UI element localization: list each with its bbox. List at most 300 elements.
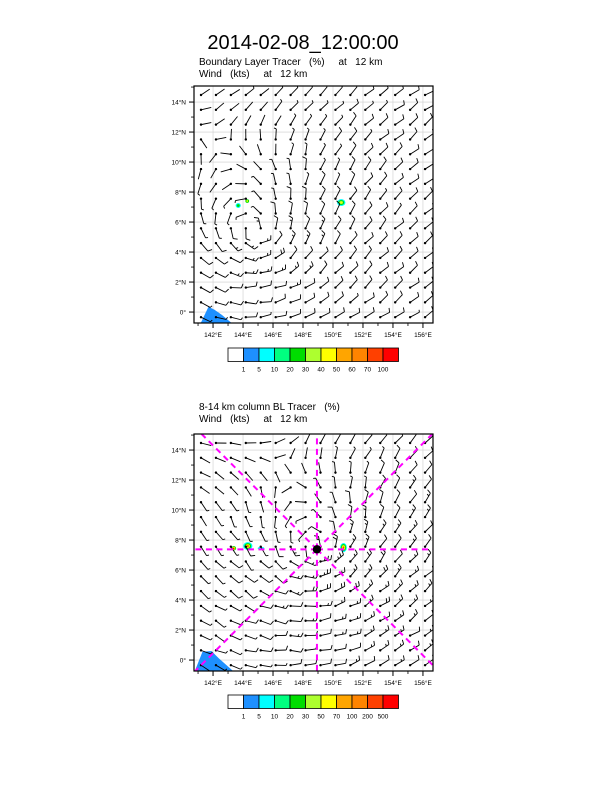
barb-tick-full	[331, 555, 332, 559]
wind-barb	[424, 610, 433, 622]
barb-staff	[261, 254, 271, 257]
wind-barb	[271, 188, 277, 200]
barb-staff	[216, 591, 224, 597]
barb-staff	[350, 280, 357, 288]
wind-barb	[319, 143, 325, 155]
wind-barb	[349, 201, 355, 215]
barb-staff	[201, 273, 210, 278]
barb-staff	[365, 297, 374, 302]
barb-tick-full	[313, 587, 314, 591]
barb-tick-full	[357, 99, 359, 103]
colorbar	[228, 695, 399, 721]
barb-staff	[216, 576, 223, 584]
wind-barb	[302, 463, 307, 474]
wind-barb	[409, 144, 419, 155]
wind-barb	[235, 197, 247, 202]
barb-tick-half	[237, 510, 239, 511]
wind-barb	[349, 171, 355, 185]
barb-tick-full	[388, 640, 389, 644]
barb-staff	[425, 117, 432, 125]
barb-tick-full	[386, 565, 388, 569]
lon-tick-label: 150°E	[324, 680, 342, 687]
wind-barb	[260, 129, 262, 141]
barb-tick-half	[253, 258, 255, 260]
barb-tick-half	[236, 248, 238, 249]
barb-tick-half	[198, 194, 200, 196]
wind-barb	[260, 634, 274, 639]
wind-barb	[215, 227, 222, 238]
barb-staff	[349, 492, 350, 502]
barb-tick-full	[331, 645, 332, 649]
barb-tick-full	[397, 504, 400, 507]
wind-barb	[424, 247, 434, 259]
barb-staff	[291, 266, 299, 273]
barb-tick-half	[291, 542, 293, 543]
barb-staff	[201, 458, 210, 463]
barb-tick-full	[280, 231, 282, 235]
wind-barb	[304, 434, 310, 445]
wind-barb	[394, 203, 401, 215]
wind-barb	[394, 142, 402, 155]
barb-staff	[276, 439, 286, 443]
barb-staff	[221, 169, 231, 172]
wind-barb	[296, 516, 307, 524]
barb-staff	[395, 105, 404, 110]
barb-staff	[321, 663, 331, 665]
wind-barb	[260, 648, 274, 652]
wind-barb	[379, 625, 389, 636]
wind-barb	[319, 568, 330, 577]
barb-staff	[365, 537, 369, 547]
barb-tick-full	[396, 460, 399, 463]
barb-tick-full	[429, 475, 431, 479]
barb-staff	[380, 206, 388, 213]
barb-tick-full	[286, 590, 289, 594]
barb-tick-half	[354, 569, 355, 571]
colorbar-label: 70	[363, 366, 372, 374]
barb-tick-full	[340, 553, 342, 557]
wind-barb	[394, 276, 403, 289]
barb-tick-full	[286, 281, 287, 285]
barb-staff	[201, 123, 211, 125]
wind-barb	[364, 461, 369, 474]
barb-staff	[321, 234, 325, 244]
lat-tick-label: 12°N	[171, 477, 186, 485]
barb-staff	[291, 284, 301, 288]
barb-staff	[350, 116, 356, 125]
barb-staff	[291, 650, 301, 652]
colorbar-label: 20	[286, 713, 294, 721]
wind-barb	[200, 227, 208, 238]
wind-barb	[409, 85, 419, 96]
wind-barb	[200, 590, 211, 599]
barb-tick-half	[275, 528, 277, 529]
barb-staff	[246, 502, 249, 512]
wind-barb	[394, 640, 404, 652]
barb-tick-full	[246, 239, 250, 240]
wind-barb	[349, 534, 356, 548]
barb-staff	[306, 219, 310, 229]
wind-barb	[364, 143, 373, 155]
wind-barb	[289, 590, 303, 595]
barb-tick-full	[352, 201, 355, 204]
barb-tick-full	[403, 626, 404, 630]
barb-staff	[231, 258, 240, 263]
wind-barb	[409, 627, 420, 637]
barb-staff	[350, 603, 360, 606]
barb-tick-half	[292, 128, 294, 130]
wind-barb	[364, 534, 369, 548]
wind-barb	[319, 128, 325, 140]
colorbar-label: 200	[362, 713, 373, 721]
barb-tick-full	[331, 601, 332, 605]
barb-staff	[201, 576, 208, 583]
barb-tick-full	[322, 216, 325, 219]
barb-tick-full	[403, 307, 404, 311]
barb-tick-full	[389, 597, 390, 601]
wind-barb	[409, 232, 418, 244]
barb-staff	[216, 458, 226, 462]
wind-barb	[200, 138, 207, 148]
barb-tick-full	[383, 520, 386, 524]
barb-tick-full	[371, 143, 373, 147]
barb-tick-full	[380, 504, 383, 507]
wind-barb	[409, 292, 419, 304]
barb-staff	[201, 606, 209, 612]
barb-staff	[306, 203, 308, 213]
barb-staff	[321, 447, 323, 457]
barb-tick-half	[313, 576, 314, 578]
barb-tick-full	[416, 261, 418, 265]
barb-tick-full	[342, 262, 343, 266]
barb-tick-full	[254, 247, 258, 250]
wind-barb	[349, 656, 359, 667]
barb-staff	[395, 493, 400, 502]
barb-tick-full	[225, 274, 228, 277]
barb-tick-half	[251, 191, 253, 192]
barb-tick-half	[226, 651, 227, 653]
barb-staff	[321, 174, 326, 183]
wind-barb	[394, 580, 403, 593]
wind-barb	[304, 172, 308, 185]
barb-staff	[395, 280, 402, 288]
lon-tick-label: 148°E	[294, 680, 312, 687]
barb-staff	[291, 576, 301, 579]
barb-tick-full	[286, 311, 287, 315]
barb-tick-full	[387, 247, 388, 251]
wind-barb	[270, 202, 276, 215]
barb-staff	[201, 473, 211, 477]
barb-staff	[239, 146, 245, 154]
wind-barb	[364, 157, 371, 171]
wind-barb	[394, 445, 400, 459]
wind-barb	[215, 103, 224, 111]
barb-staff	[321, 264, 327, 272]
wind-barb	[274, 216, 278, 230]
wind-barb	[328, 507, 337, 518]
wind-barb	[349, 643, 360, 652]
wind-barb	[409, 550, 418, 562]
barb-staff	[410, 524, 417, 532]
barb-tick-full	[287, 187, 291, 189]
barb-staff	[321, 649, 331, 650]
barb-staff	[273, 174, 275, 184]
wind-barb	[334, 173, 340, 186]
barb-tick-full	[254, 217, 258, 218]
barb-tick-full	[370, 564, 372, 568]
wind-barb	[245, 115, 251, 125]
barb-tick-full	[314, 278, 315, 282]
wind-barb	[333, 534, 337, 548]
barb-staff	[295, 502, 305, 503]
wind-barb	[230, 442, 242, 445]
wind-barb	[379, 460, 384, 474]
barb-staff	[231, 650, 241, 654]
barb-staff	[201, 591, 208, 599]
barb-staff	[231, 116, 238, 124]
wind-barb	[230, 516, 237, 527]
barb-staff	[319, 462, 321, 472]
wind-barb	[379, 262, 389, 274]
wind-barb	[319, 613, 331, 622]
barb-tick-full	[334, 534, 338, 536]
wind-barb	[304, 278, 314, 289]
wind-barb	[274, 646, 287, 652]
barb-staff	[410, 465, 417, 473]
barb-tick-full	[402, 262, 403, 266]
barb-staff	[216, 636, 225, 642]
wind-barb	[230, 103, 239, 111]
barb-tick-full	[256, 258, 259, 262]
barb-staff	[291, 203, 293, 213]
barb-tick-full	[370, 202, 372, 206]
wind-barb	[260, 664, 273, 667]
wind-barb	[289, 309, 300, 318]
barb-tick-half	[223, 583, 225, 584]
barb-staff	[380, 435, 387, 443]
barb-staff	[410, 494, 417, 502]
barb-staff	[350, 647, 360, 650]
barb-staff	[246, 273, 256, 274]
barb-tick-full	[294, 246, 296, 250]
barb-tick-full	[415, 202, 417, 206]
barb-tick-half	[212, 208, 214, 210]
wind-barb	[289, 545, 300, 555]
barb-staff	[231, 228, 233, 238]
barb-staff	[291, 636, 301, 637]
wind-barb	[254, 161, 262, 170]
barb-staff	[410, 660, 419, 666]
barb-tick-full	[430, 113, 432, 117]
wind-barb	[260, 235, 271, 244]
wind-barb	[349, 293, 358, 303]
barb-staff	[302, 463, 306, 473]
wind-barb	[409, 113, 418, 126]
barb-tick-full	[400, 550, 402, 554]
barb-staff	[291, 130, 295, 140]
barb-staff	[410, 282, 419, 287]
barb-staff	[215, 214, 216, 224]
wind-barb	[424, 625, 434, 637]
barb-staff	[365, 568, 372, 576]
barb-tick-half	[292, 143, 294, 144]
barb-staff	[365, 265, 372, 273]
wind-barb	[424, 475, 432, 488]
barb-staff	[291, 562, 300, 567]
barb-tick-full	[328, 292, 329, 296]
barb-staff	[276, 252, 285, 258]
barb-staff	[246, 636, 256, 640]
barb-staff	[365, 463, 368, 473]
barb-tick-half	[280, 99, 281, 101]
barb-staff	[201, 288, 210, 293]
wind-barb	[237, 164, 247, 170]
wind-barb	[245, 242, 258, 249]
barb-staff	[365, 279, 372, 287]
wind-barb	[230, 89, 240, 96]
barb-staff	[380, 220, 386, 229]
barb-tick-half	[224, 567, 226, 568]
barb-staff	[285, 464, 291, 473]
barb-staff	[425, 583, 432, 591]
barb-tick-full	[364, 519, 368, 522]
barb-staff	[335, 296, 343, 303]
wind-barb	[230, 457, 241, 462]
wind-barb	[245, 648, 259, 652]
barb-staff	[365, 236, 373, 243]
barb-staff	[350, 145, 356, 154]
barb-staff	[291, 437, 299, 443]
barb-tick-full	[286, 631, 287, 635]
barb-staff	[198, 184, 201, 194]
barb-tick-full	[289, 216, 293, 218]
wind-barb	[379, 113, 388, 126]
barb-staff	[350, 477, 352, 487]
wind-barb	[260, 560, 273, 568]
panel1-title-line2: Wind (kts) at 12 km	[199, 68, 308, 80]
wind-barb	[379, 308, 390, 318]
barb-tick-half	[371, 129, 372, 131]
barb-staff	[380, 492, 383, 502]
wind-barb	[409, 202, 417, 215]
barb-tick-half	[274, 128, 276, 129]
barb-staff	[350, 204, 355, 213]
wind-barb	[230, 649, 243, 655]
barb-staff	[261, 473, 268, 481]
wind-barb	[230, 272, 244, 277]
barb-tick-full	[286, 620, 289, 624]
wind-barb	[215, 531, 225, 540]
barb-tick-half	[427, 494, 429, 496]
wind-barb	[200, 471, 211, 477]
tracer-spot	[340, 543, 347, 552]
barb-staff	[425, 570, 434, 576]
barb-staff	[306, 130, 310, 140]
barb-staff	[380, 251, 388, 257]
wind-barb	[285, 464, 292, 474]
wind-barb	[286, 173, 291, 185]
barb-tick-full	[385, 276, 387, 280]
barb-tick-half	[210, 306, 212, 308]
barb-tick-full	[366, 534, 369, 537]
barb-tick-half	[286, 663, 287, 665]
wind-barb	[215, 486, 224, 494]
barb-tick-full	[385, 172, 387, 176]
barb-staff	[291, 87, 298, 95]
barb-staff	[216, 243, 222, 251]
barb-tick-half	[211, 638, 213, 640]
barb-tick-full	[414, 490, 416, 494]
barb-tick-half	[383, 524, 384, 526]
wind-barb	[215, 471, 224, 479]
barb-tick-full	[283, 567, 287, 569]
wind-barb	[287, 187, 292, 200]
barb-tick-full	[431, 232, 433, 236]
wind-barb	[245, 442, 257, 444]
lat-tick-label: 6°N	[175, 567, 186, 575]
barb-tick-half	[342, 115, 343, 117]
barb-tick-full	[371, 172, 373, 176]
lon-tick-label: 152°E	[354, 332, 372, 339]
barb-staff	[246, 606, 255, 612]
barb-staff	[306, 87, 313, 95]
barb-tick-full	[322, 186, 325, 189]
lat-tick-label: 2°N	[175, 627, 186, 635]
storm-center-dot	[313, 545, 321, 553]
tracer-spot-ring	[237, 204, 240, 207]
wind-barb	[334, 246, 342, 259]
wind-barb	[284, 501, 291, 511]
barb-staff	[395, 146, 402, 154]
barb-tick-full	[403, 129, 404, 133]
colorbar-cell	[228, 348, 244, 362]
wind-barb	[230, 316, 243, 320]
colorbar-label: 20	[286, 366, 294, 374]
barb-staff	[216, 103, 224, 110]
barb-staff	[220, 153, 230, 154]
barb-staff	[261, 636, 271, 640]
barb-staff	[306, 562, 316, 566]
barb-staff	[231, 458, 241, 462]
barb-staff	[395, 222, 404, 228]
barb-staff	[395, 312, 404, 317]
barb-staff	[410, 631, 420, 635]
barb-staff	[321, 588, 331, 591]
wind-barb	[364, 611, 374, 622]
barb-tick-half	[413, 479, 414, 481]
barb-staff	[350, 554, 357, 562]
barb-staff	[332, 507, 335, 517]
wind-barb	[200, 575, 211, 584]
wind-barb	[334, 158, 339, 171]
barb-staff	[335, 189, 340, 198]
lon-tick-label: 144°E	[234, 332, 252, 339]
wind-barb	[424, 579, 432, 592]
barb-staff	[291, 547, 296, 556]
barb-staff	[289, 159, 291, 169]
wind-barb	[424, 534, 431, 547]
wind-barb	[245, 269, 259, 274]
barb-tick-half	[332, 476, 334, 477]
barb-tick-half	[209, 611, 211, 612]
wind-barb	[409, 490, 417, 503]
wind-barb	[394, 246, 402, 259]
wind-barb	[334, 216, 341, 230]
barb-staff	[335, 117, 342, 125]
wind-barb	[334, 101, 343, 111]
wind-barb	[394, 173, 403, 185]
barb-tick-full	[379, 490, 383, 493]
